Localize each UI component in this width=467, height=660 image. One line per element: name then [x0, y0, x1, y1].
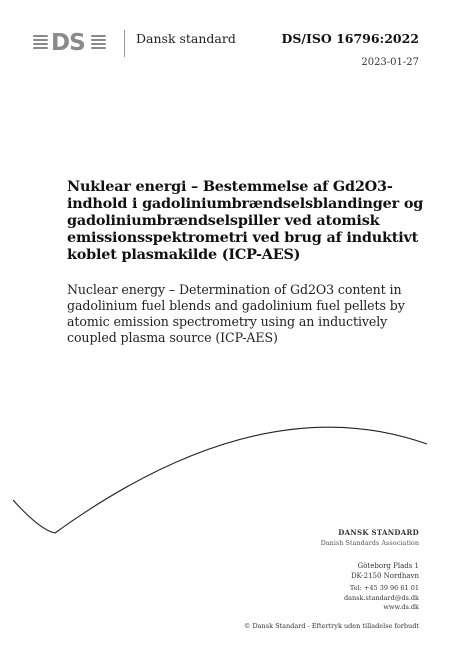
org-name: DANSK STANDARD — [338, 528, 419, 537]
phone: Tel: +45 39 96 61 01 — [349, 584, 419, 592]
title-danish: Nuklear energi – Bestemmelse af Gd2O3-indhold i gadoliniumbrændselsblandinger og gadoliniumbrændselspiller ved atomisk emissionsspektrometri ved brug af induktivt koblet plasmakilde (ICP-AES) — [67, 178, 424, 263]
org-subtitle: Danish Standards Association — [320, 539, 419, 547]
copyright: © Dansk Standard - Eftertryk uden tilladelse forbudt — [243, 622, 419, 630]
address-line2: DK-2150 Nordhavn — [350, 572, 419, 580]
document-date: 2023-01-27 — [361, 57, 419, 68]
standard-label: Dansk standard — [136, 31, 236, 46]
document-number: DS/ISO 16796:2022 — [281, 31, 419, 46]
arc-line — [13, 427, 427, 533]
website[interactable]: www.ds.dk — [383, 603, 419, 611]
logo-text: DS — [51, 30, 85, 56]
title-english: Nuclear energy – Determination of Gd2O3 content in gadolinium fuel blends and gadolinium fuel pellets by atomic emission spectrometry using an inductively coupled plasma source (ICP-AES) — [67, 282, 405, 345]
address-line1: Göteborg Plads 1 — [357, 562, 419, 570]
email[interactable]: dansk.standard@ds.dk — [343, 594, 419, 602]
